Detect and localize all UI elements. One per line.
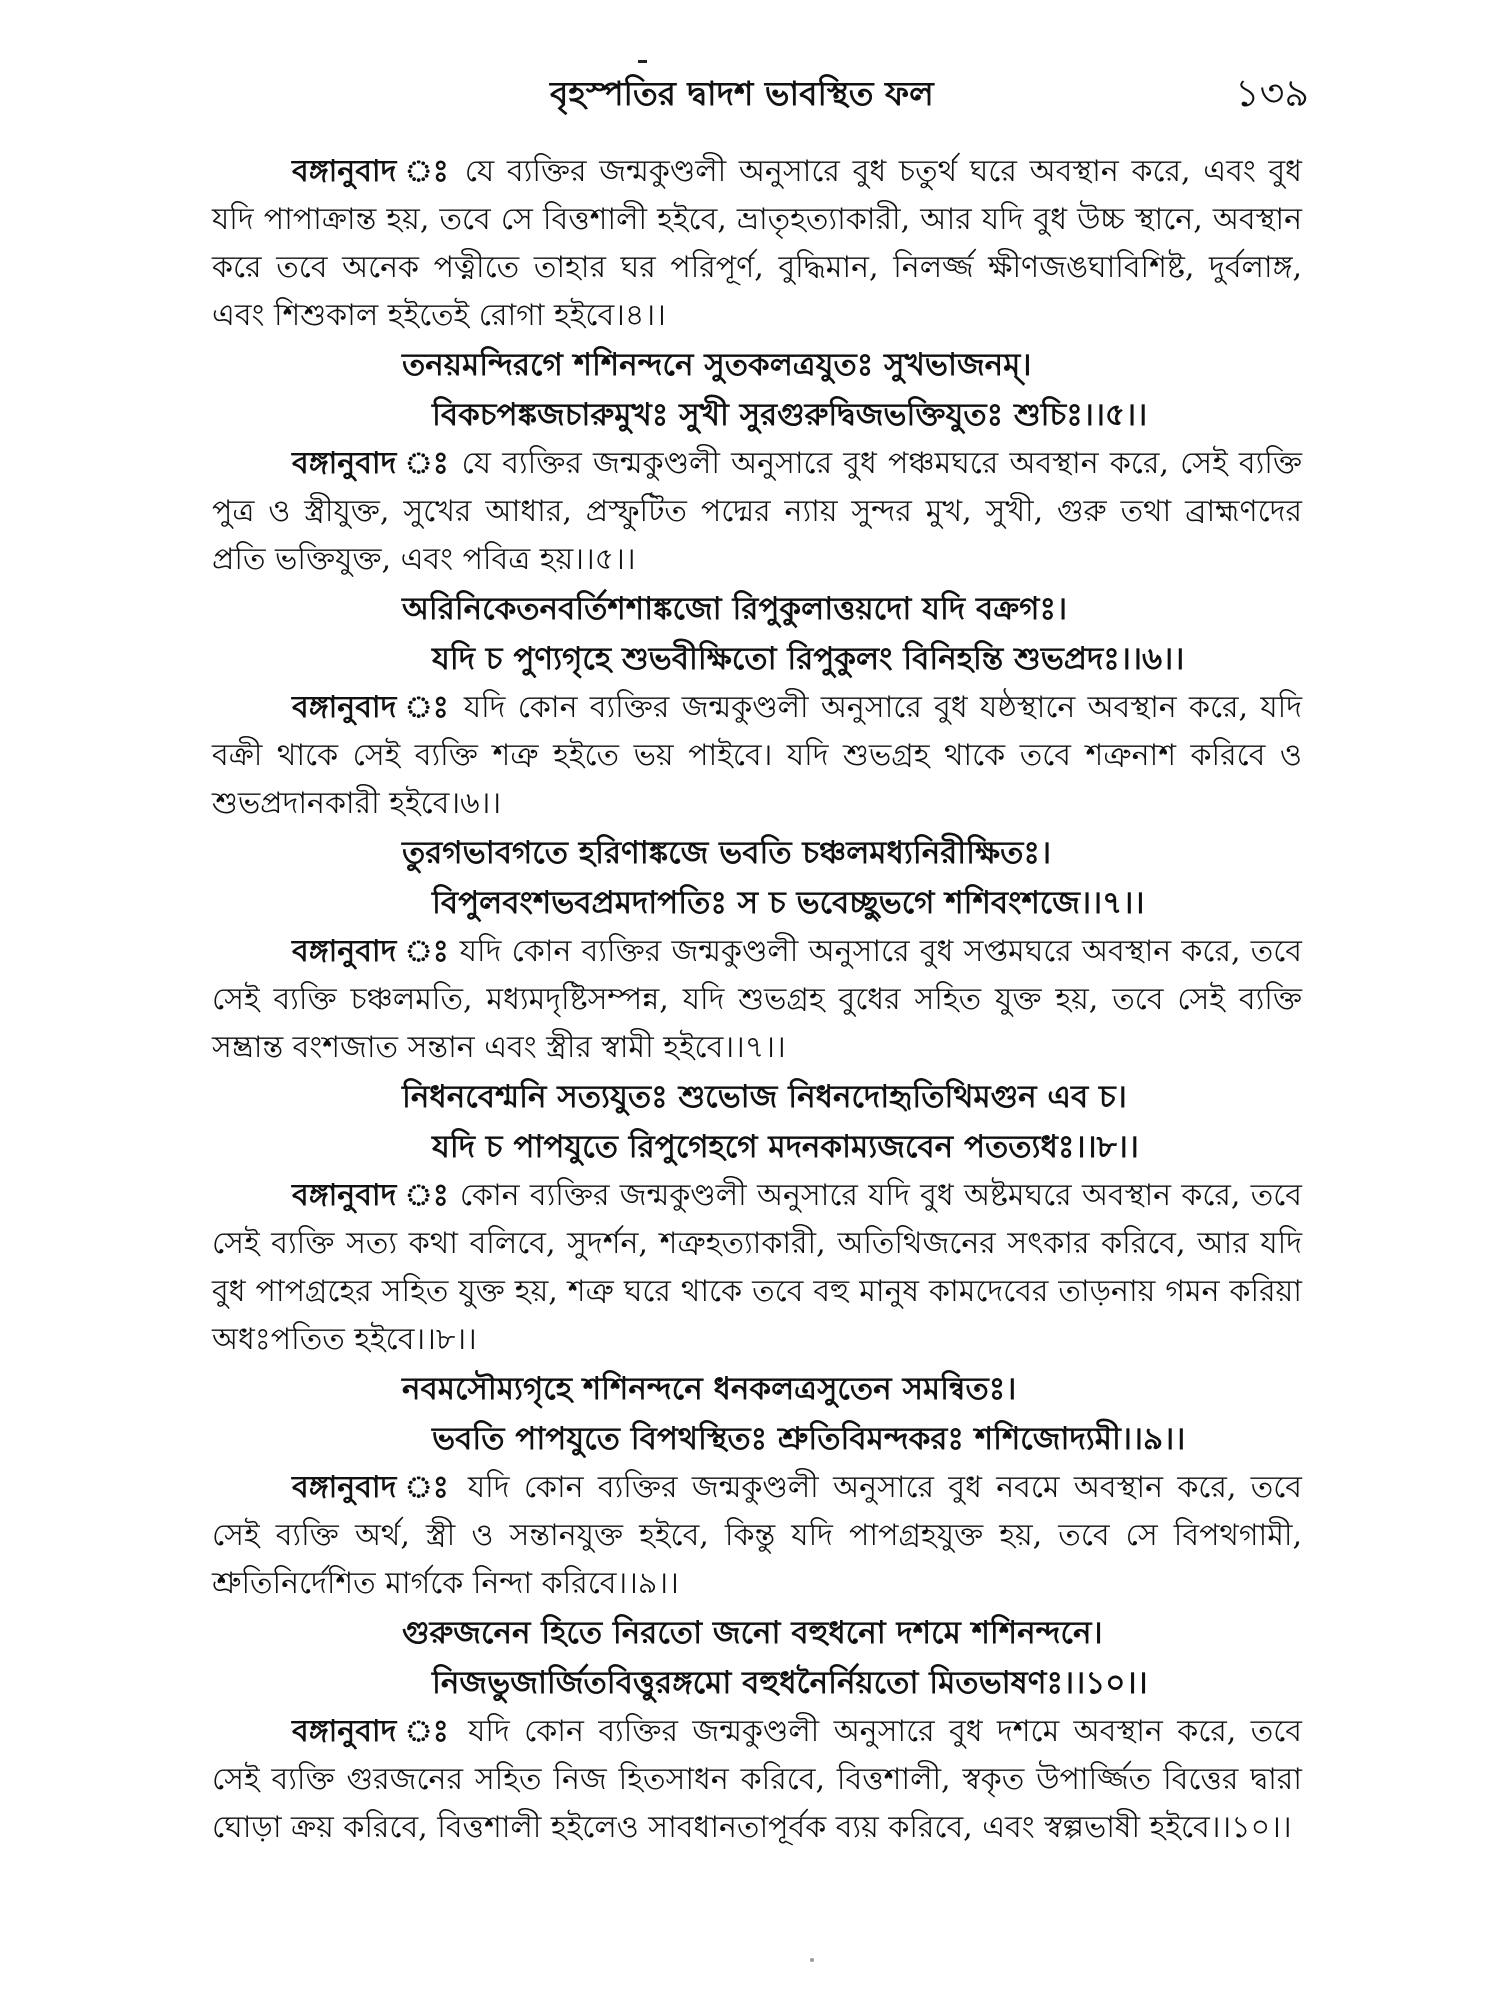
translation-label: বঙ্গানুবাদ ঃ xyxy=(292,934,450,969)
translation-paragraph xyxy=(212,148,1302,340)
page-number: ১৩৯ xyxy=(1235,71,1310,115)
verse-line: তনয়মন্দিরগে শশিনন্দনে সুতকলত্রযুতঃ সুখভাজনম্। xyxy=(402,347,1032,383)
translation-label: বঙ্গানুবাদ ঃ xyxy=(292,1470,454,1505)
sanskrit-verse xyxy=(212,828,1302,928)
translation-text: যে ব্যক্তির জন্মকুণ্ডলী অনুসারে বুধ পঞ্চমঘরে অবস্থান করে, সেই ব্যক্তি পুত্র ও স্ত্রীযুক্ত, সুখের আধার, প্রস্ফুটিত পদ্মের ন্যায় সুন্দর মুখ, সুখী, গুরু তথা ব্রাহ্মণদের প্রতি ভক্তিযুক্ত, এবং পবিত্র হয়।।৫।। xyxy=(212,446,1302,577)
verse-line: গুরুজনেন হিতে নিরতো জনো বহুধনো দশমে শশিনন্দনে। xyxy=(402,1615,1103,1651)
sanskrit-verse xyxy=(212,1608,1302,1708)
verse-line: বিপুলবংশভবপ্রমদাপতিঃ স চ ভবেচ্ছুভগে শশিবংশজে।।৭।। xyxy=(432,885,1145,921)
verse-line: নিধনবেশ্মনি সত্যযুতঃ শুভোজ নিধনদোহৃতিথিমগুন এব চ। xyxy=(402,1079,1127,1115)
verse-line: যদি চ পাপযুতে রিপুগেহগে মদনকাম্যজবেন পতত্যধঃ।।৮।। xyxy=(432,1129,1139,1165)
verse-line: নবমসৌম্যগৃহে শশিনন্দনে ধনকলত্রসুতেন সমন্বিতঃ। xyxy=(402,1371,1017,1407)
translation-text: যদি কোন ব্যক্তির জন্মকুণ্ডলী অনুসারে বুধ দশমে অবস্থান করে, তবে সেই ব্যক্তি গুরজনের সহিত নিজ হিতসাধন করিবে, বিত্তশালী, স্বকৃত উপার্জ্জিত বিত্তের দ্বারা ঘোড়া ক্রয় করিবে, বিত্তশালী হইলেও সাবধানতাপূর্বক ব্যয় করিবে, এবং স্বল্পভাষী হইবে।।১০।। xyxy=(212,1714,1302,1845)
translation-label: বঙ্গানুবাদ ঃ xyxy=(292,1714,454,1749)
translation-label: বঙ্গানুবাদ ঃ xyxy=(292,154,452,189)
translation-text: যে ব্যক্তির জন্মকুণ্ডলী অনুসারে বুধ চতুর্থ ঘরে অবস্থান করে, এবং বুধ যদি পাপাক্রান্ত হয়, তবে সে বিত্তশালী হইবে, ভ্রাতৃহত্যাকারী, আর যদি বুধ উচ্চ স্থানে, অবস্থান করে তবে অনেক পত্নীতে তাহার ঘর পরিপূর্ণ, বুদ্ধিমান, নিলর্জ্জ ক্ষীণজঙঘাবিশিষ্ট, দুর্বলাঙ্গ, এবং শিশুকাল হইতেই রোগা হইবে।৪।। xyxy=(212,154,1302,333)
translation-paragraph xyxy=(212,1464,1302,1608)
verse-line: তুরগভাবগতে হরিণাঙ্কজে ভবতি চঞ্চলমধ্যনিরীক্ষিতঃ। xyxy=(402,835,1052,871)
verse-line: যদি চ পুণ্যগৃহে শুভবীক্ষিতো রিপুকুলং বিনিহন্তি শুভপ্রদঃ।।৬।। xyxy=(432,641,1185,677)
translation-paragraph xyxy=(212,684,1302,828)
translation-paragraph xyxy=(212,928,1302,1072)
translation-label: বঙ্গানুবাদ ঃ xyxy=(292,446,451,481)
sanskrit-verse xyxy=(212,1364,1302,1464)
translation-text: যদি কোন ব্যক্তির জন্মকুণ্ডলী অনুসারে বুধ নবমে অবস্থান করে, তবে সেই ব্যক্তি অর্থ, স্ত্রী ও সন্তানযুক্ত হইবে, কিন্তু যদি পাপগ্রহযুক্ত হয়, তবে সে বিপথগামী, শ্রুতিনির্দেশিত মার্গকে নিন্দা করিবে।।৯।। xyxy=(212,1470,1302,1601)
translation-label: বঙ্গানুবাদ ঃ xyxy=(292,690,452,725)
verse-line: ভবতি পাপযুতে বিপথস্থিতঃ শ্রুতিবিমন্দকরঃ শশিজোদ্যমী।।৯।। xyxy=(432,1421,1186,1457)
translation-text: যদি কোন ব্যক্তির জন্মকুণ্ডলী অনুসারে বুধ সপ্তমঘরে অবস্থান করে, তবে সেই ব্যক্তি চঞ্চলমতি, মধ্যমদৃষ্টিসম্পন্ন, যদি শুভগ্রহ বুধের সহিত যুক্ত হয়, তবে সেই ব্যক্তি সম্ভ্রান্ত বংশজাত সন্তান এবং স্ত্রীর স্বামী হইবে।।৭।। xyxy=(212,934,1303,1065)
ink-speck xyxy=(810,1958,814,1962)
sanskrit-verse xyxy=(212,584,1302,684)
translation-paragraph xyxy=(212,440,1302,584)
translation-text: যদি কোন ব্যক্তির জন্মকুণ্ডলী অনুসারে বুধ যষ্ঠস্থানে অবস্থান করে, যদি বক্রী থাকে সেই ব্যক্তি শত্রু হইতে ভয় পাইবে। যদি শুভগ্রহ থাকে তবে শত্রুনাশ করিবে ও শুভপ্রদানকারী হইবে।৬।। xyxy=(212,690,1302,821)
translation-text: কোন ব্যক্তির জন্মকুণ্ডলী অনুসারে যদি বুধ অষ্টমঘরে অবস্থান করে, তবে সেই ব্যক্তি সত্য কথা বলিবে, সুদর্শন, শত্রুহত্যাকারী, অতিথিজনের সৎকার করিবে, আর যদি বুধ পাপগ্রহের সহিত যুক্ত হয়, শত্রু ঘরে থাকে তবে বহু মানুষ কামদেবের তাড়নায় গমন করিয়া অধঃপতিত হইবে।।৮।। xyxy=(212,1178,1303,1357)
verse-line: অরিনিকেতনবর্তিশশাঙ্কজো রিপুকুলাত্তয়দো যদি বক্রগঃ। xyxy=(402,591,1068,627)
sanskrit-verse xyxy=(212,340,1302,440)
sanskrit-verse xyxy=(212,1072,1302,1172)
verse-line: বিকচপঙ্কজচারুমুখঃ সুখী সুরগুরুদ্বিজভক্তিযুতঃ শুচিঃ।।৫।। xyxy=(432,397,1148,433)
verse-line: নিজভুজার্জিতবিত্তুরঙ্গমো বহুধনৈর্নিয়তো মিতভাষণঃ।।১০।। xyxy=(432,1665,1148,1701)
running-header-title: বৃহস্পতির দ্বাদশ ভাবস্থিত ফল xyxy=(550,74,934,113)
translation-paragraph xyxy=(212,1708,1302,1852)
page-body xyxy=(212,148,1302,1852)
translation-paragraph xyxy=(212,1172,1302,1364)
ink-mark xyxy=(638,60,647,63)
translation-label: বঙ্গানুবাদ ঃ xyxy=(292,1178,450,1213)
